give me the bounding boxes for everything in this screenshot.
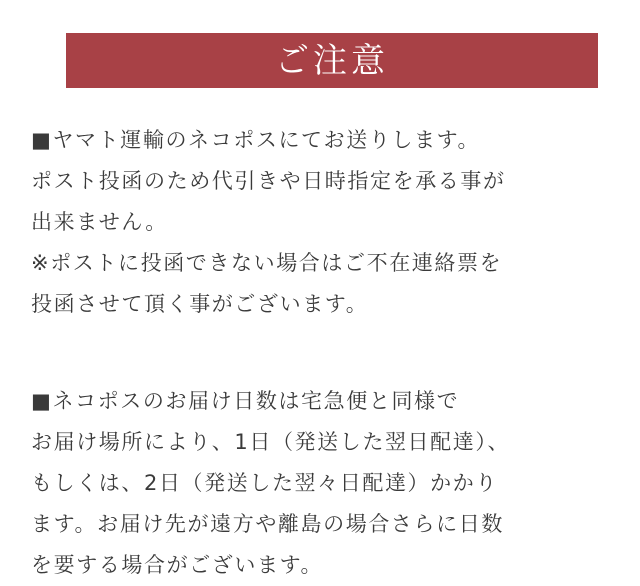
delivery-days-notice bbox=[31, 381, 635, 586]
notice-line: ポスト投函のため代引きや日時指定を承る事が bbox=[31, 169, 506, 193]
notice-line: もしくは、2日（発送した翌々日配達）かかり bbox=[31, 471, 498, 495]
notice-line: ます。お届け先が遠方や離島の場合さらに日数 bbox=[31, 512, 504, 536]
notice-line: ■ネコポスのお届け日数は宅急便と同様で bbox=[31, 389, 460, 413]
notice-line: 投函させて頂く事がございます。 bbox=[31, 292, 369, 316]
shipping-method-notice bbox=[31, 120, 635, 325]
notice-line: お届け場所により、1日（発送した翌日配達）、 bbox=[31, 430, 511, 454]
notice-line: ■ヤマト運輸のネコポスにてお送りします。 bbox=[31, 128, 481, 152]
notice-line: 出来ません。 bbox=[31, 210, 168, 234]
page-title: ご注意 bbox=[275, 40, 389, 81]
notice-line: を要する場合がございます。 bbox=[31, 553, 324, 577]
notice-line: ※ポストに投函できない場合はご不在連絡票を bbox=[31, 251, 503, 275]
title-banner bbox=[66, 33, 598, 88]
